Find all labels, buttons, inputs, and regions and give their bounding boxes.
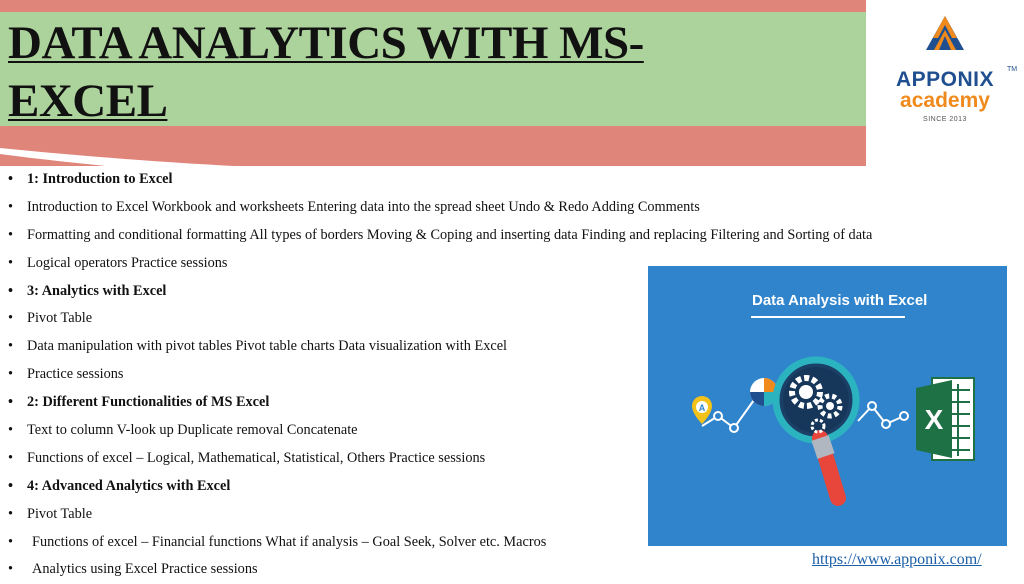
bullet-item: • Text to column V-look up Duplicate removal Concatenate <box>0 417 872 445</box>
bullet-item: • Functions of excel – Financial functions What if analysis – Goal Seek, Solver etc. Macros <box>0 529 872 557</box>
slide-title <box>8 14 644 130</box>
logo-brand: APPONIX <box>895 68 995 91</box>
chart-dot <box>714 412 722 420</box>
bullet-item: • 2: Different Functionalities of MS Excel <box>0 389 872 417</box>
map-marker-icon <box>692 396 712 424</box>
bullet-item: • Pivot Table <box>0 501 872 529</box>
logo-trademark: TM <box>1007 66 1018 73</box>
magnifier-gears-icon <box>776 360 856 498</box>
bullet-item: • Functions of excel – Logical, Mathematical, Statistical, Others Practice sessions <box>0 445 872 473</box>
image-title: Data Analysis with Excel <box>752 292 928 309</box>
chart-dot <box>868 402 876 410</box>
data-analysis-image <box>648 266 1007 546</box>
top-strip <box>0 0 866 12</box>
bullet-item: • Analytics using Excel Practice sessions <box>0 556 872 584</box>
bullet-item: • 1: Introduction to Excel <box>0 166 872 194</box>
excel-icon <box>916 378 974 460</box>
svg-text:A: A <box>698 403 706 413</box>
svg-text:X: X <box>924 404 944 435</box>
bullet-item: • Introduction to Excel Workbook and worksheets Entering data into the spread sheet Undo & Redo Adding Comments <box>0 194 872 222</box>
chart-dot <box>900 412 908 420</box>
chart-dot <box>730 424 738 432</box>
website-link[interactable]: https://www.apponix.com/ <box>812 551 982 568</box>
bullet-item: • Formatting and conditional formatting All types of borders Moving & Coping and inserting data Finding and replacing Filtering and Sorting of data <box>0 222 872 250</box>
logo-since: SINCE 2013 <box>923 116 967 123</box>
bullet-item: • Logical operators Practice sessions <box>0 250 872 278</box>
logo <box>866 0 1024 166</box>
bullet-item: • Practice sessions <box>0 361 872 389</box>
bullet-item: • Data manipulation with pivot tables Pivot table charts Data visualization with Excel <box>0 333 872 361</box>
bullet-item: • 4: Advanced Analytics with Excel <box>0 473 872 501</box>
analytics-illustration <box>648 266 1007 546</box>
chart-dot <box>882 420 890 428</box>
logo-subtitle: academy <box>900 89 990 112</box>
logo-mark-icon <box>866 0 1024 66</box>
slide-title-line2: EXCEL <box>8 75 168 127</box>
bullet-item: • Pivot Table <box>0 305 872 333</box>
slide-title-line1: DATA ANALYTICS WITH MS- <box>8 17 644 69</box>
bullet-item: • 3: Analytics with Excel <box>0 278 872 306</box>
